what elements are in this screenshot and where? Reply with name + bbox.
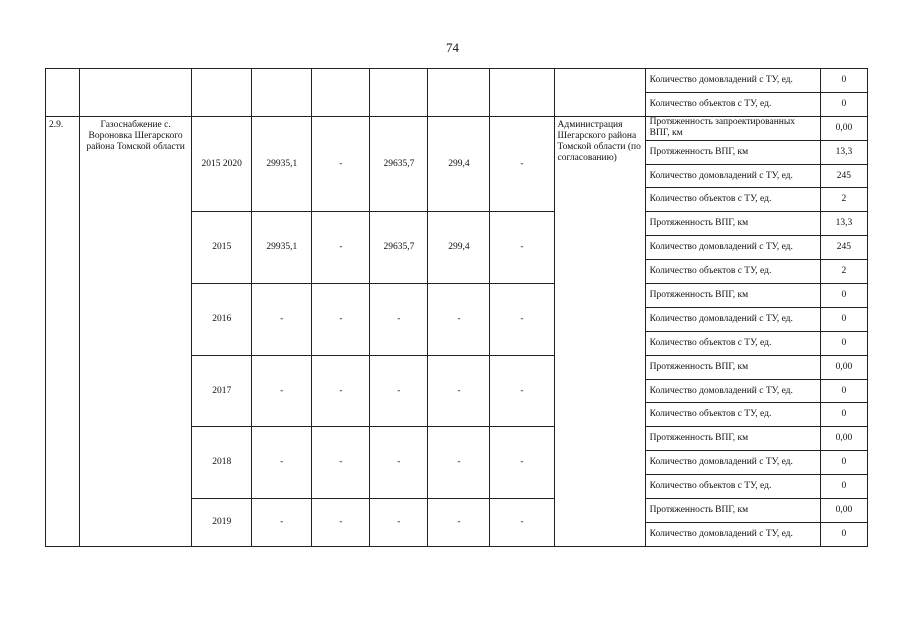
indicator-cell: Количество объектов с ТУ, ед. xyxy=(645,475,820,499)
year-cell: 2015 2020 xyxy=(192,116,252,212)
item-number-cell: 2.9. xyxy=(46,116,80,546)
empty-cell xyxy=(428,69,490,117)
federal-cell: - xyxy=(312,212,370,284)
regional-cell: 29635,7 xyxy=(370,212,428,284)
regional-cell: 29635,7 xyxy=(370,116,428,212)
other-cell: - xyxy=(490,284,554,356)
value-cell: 13,3 xyxy=(820,140,867,164)
local-cell: 299,4 xyxy=(428,212,490,284)
table-row xyxy=(46,116,868,140)
empty-cell xyxy=(46,69,80,117)
value-cell: 2 xyxy=(820,188,867,212)
empty-cell xyxy=(252,69,312,117)
empty-cell xyxy=(370,69,428,117)
empty-cell xyxy=(80,69,192,117)
value-cell: 0 xyxy=(820,69,867,93)
regional-cell: - xyxy=(370,427,428,499)
indicator-cell: Протяженность ВПГ, км xyxy=(645,284,820,308)
total-cell: - xyxy=(252,427,312,499)
other-cell: - xyxy=(490,499,554,547)
other-cell: - xyxy=(490,355,554,427)
value-cell: 0 xyxy=(820,307,867,331)
indicator-cell: Количество домовладений с ТУ, ед. xyxy=(645,69,820,93)
total-cell: 29935,1 xyxy=(252,212,312,284)
empty-cell xyxy=(312,69,370,117)
total-cell: - xyxy=(252,355,312,427)
table-row xyxy=(46,69,868,93)
regional-cell: - xyxy=(370,499,428,547)
indicator-cell: Количество домовладений с ТУ, ед. xyxy=(645,451,820,475)
executor-cell: Администрация Шегарского района Томской области (по согласованию) xyxy=(554,116,645,546)
value-cell: 0 xyxy=(820,331,867,355)
value-cell: 0 xyxy=(820,403,867,427)
value-cell: 2 xyxy=(820,260,867,284)
other-cell: - xyxy=(490,116,554,212)
empty-cell xyxy=(192,69,252,117)
value-cell: 0,00 xyxy=(820,116,867,140)
indicator-cell: Количество домовладений с ТУ, ед. xyxy=(645,379,820,403)
value-cell: 0,00 xyxy=(820,355,867,379)
indicator-cell: Количество домовладений с ТУ, ед. xyxy=(645,164,820,188)
indicator-cell: Количество домовладений с ТУ, ед. xyxy=(645,236,820,260)
value-cell: 13,3 xyxy=(820,212,867,236)
regional-cell: - xyxy=(370,355,428,427)
year-cell: 2015 xyxy=(192,212,252,284)
item-name-cell: Газоснабжение с. Вороновка Шегарского района Томской области xyxy=(80,116,192,546)
indicator-cell: Протяженность ВПГ, км xyxy=(645,355,820,379)
indicator-cell: Количество объектов с ТУ, ед. xyxy=(645,188,820,212)
regional-cell: - xyxy=(370,284,428,356)
year-cell: 2016 xyxy=(192,284,252,356)
federal-cell: - xyxy=(312,499,370,547)
local-cell: - xyxy=(428,284,490,356)
value-cell: 0 xyxy=(820,92,867,116)
year-cell: 2019 xyxy=(192,499,252,547)
value-cell: 0 xyxy=(820,522,867,546)
value-cell: 0 xyxy=(820,379,867,403)
empty-cell xyxy=(490,69,554,117)
value-cell: 245 xyxy=(820,236,867,260)
value-cell: 0,00 xyxy=(820,499,867,523)
indicator-cell: Протяженность запроектированных ВПГ, км xyxy=(645,116,820,140)
indicator-cell: Протяженность ВПГ, км xyxy=(645,140,820,164)
local-cell: 299,4 xyxy=(428,116,490,212)
local-cell: - xyxy=(428,427,490,499)
federal-cell: - xyxy=(312,427,370,499)
indicator-cell: Протяженность ВПГ, км xyxy=(645,212,820,236)
federal-cell: - xyxy=(312,116,370,212)
federal-cell: - xyxy=(312,284,370,356)
program-table xyxy=(45,68,868,547)
total-cell: 29935,1 xyxy=(252,116,312,212)
value-cell: 0 xyxy=(820,475,867,499)
other-cell: - xyxy=(490,212,554,284)
year-cell: 2018 xyxy=(192,427,252,499)
total-cell: - xyxy=(252,499,312,547)
indicator-cell: Количество объектов с ТУ, ед. xyxy=(645,260,820,284)
indicator-cell: Количество объектов с ТУ, ед. xyxy=(645,331,820,355)
page-number: 74 xyxy=(446,40,459,55)
table-body xyxy=(46,69,868,547)
indicator-cell: Протяженность ВПГ, км xyxy=(645,499,820,523)
indicator-cell: Протяженность ВПГ, км xyxy=(645,427,820,451)
other-cell: - xyxy=(490,427,554,499)
indicator-cell: Количество объектов с ТУ, ед. xyxy=(645,403,820,427)
value-cell: 0,00 xyxy=(820,427,867,451)
value-cell: 0 xyxy=(820,284,867,308)
indicator-cell: Количество домовладений с ТУ, ед. xyxy=(645,307,820,331)
indicator-cell: Количество объектов с ТУ, ед. xyxy=(645,92,820,116)
year-cell: 2017 xyxy=(192,355,252,427)
indicator-cell: Количество домовладений с ТУ, ед. xyxy=(645,522,820,546)
empty-cell xyxy=(554,69,645,117)
federal-cell: - xyxy=(312,355,370,427)
value-cell: 245 xyxy=(820,164,867,188)
local-cell: - xyxy=(428,499,490,547)
local-cell: - xyxy=(428,355,490,427)
total-cell: - xyxy=(252,284,312,356)
value-cell: 0 xyxy=(820,451,867,475)
